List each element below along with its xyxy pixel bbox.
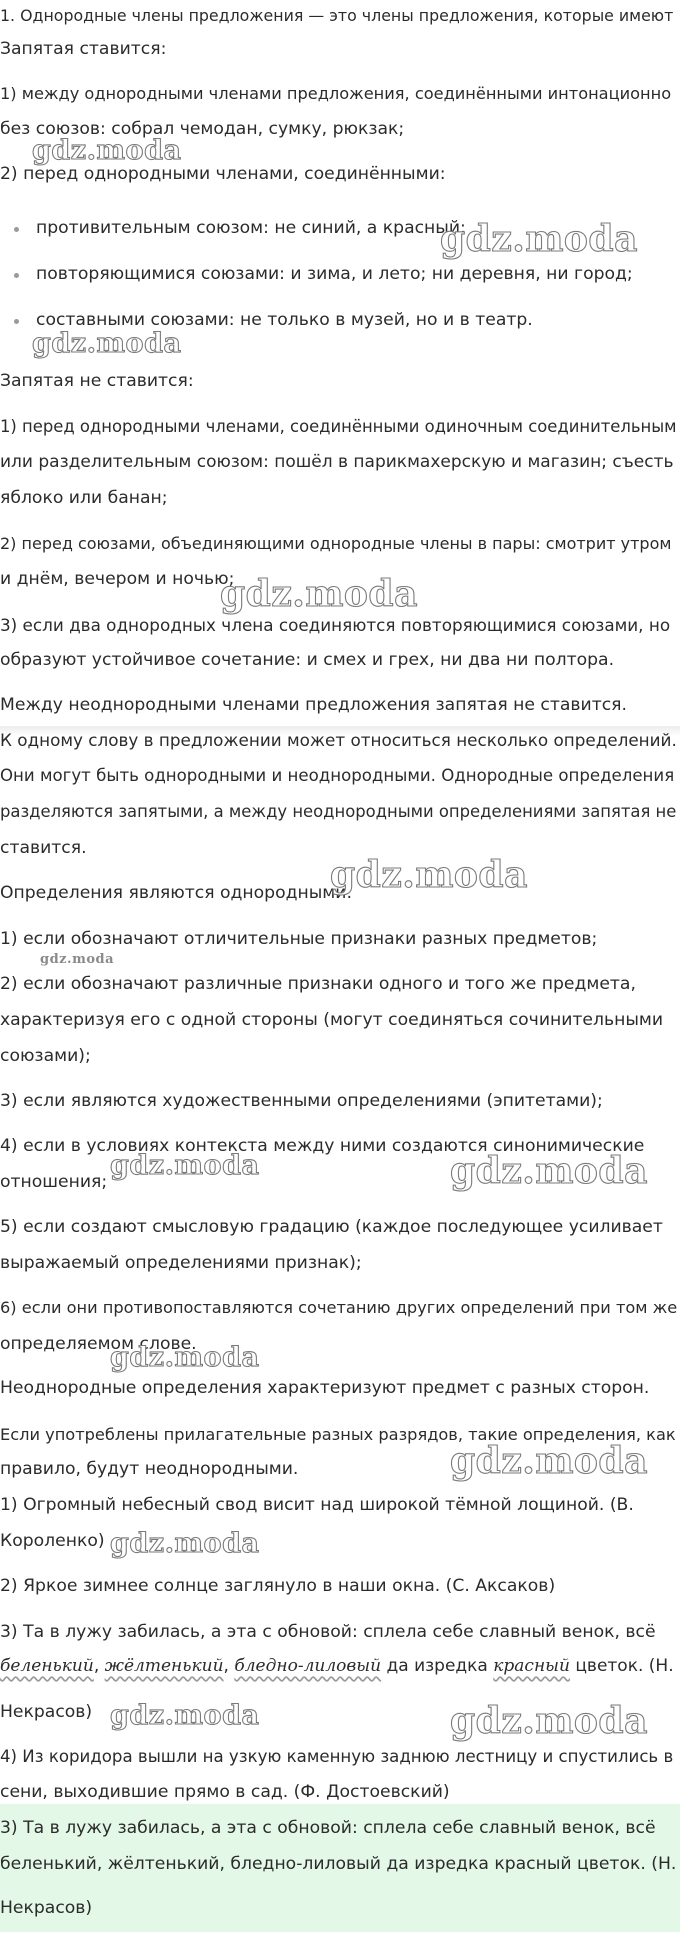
list-item: составными союзами: не только в музей, но и в театр. (36, 310, 533, 330)
bullet-icon (14, 319, 19, 324)
text-line: 1) между однородными членами предложения, соединёнными интонационно (0, 84, 672, 103)
text-line: характеризуя его с одной стороны (могут соединяться сочинительными (0, 1010, 664, 1030)
text-line: Некрасов) (0, 1702, 93, 1722)
answer-line: 3) Та в лужу забилась, а эта с обновой: сплела себе славный венок, всё (0, 1818, 656, 1838)
text-line: Между неоднородными членами предложения запятая не ставится. (0, 695, 627, 715)
example-line (0, 1655, 674, 1677)
text-line: образуют устойчивое сочетание: и смех и грех, ни два ни полтора. (0, 650, 615, 670)
watermark: gdz.moda (450, 1440, 648, 1482)
text-line: Они могут быть однородными и неоднородными. Однородные определения (0, 766, 675, 785)
text-line: 1. Однородные члены предложения — это члены предложения, которые имеют (0, 6, 674, 25)
text-line: или разделительным союзом: пошёл в парикмахерскую и магазин; съесть (0, 452, 674, 472)
text-line: 3) если являются художественными определениями (эпитетами); (0, 1091, 603, 1111)
text-line: Неоднородные определения характеризуют предмет с разных сторон. (0, 1378, 650, 1398)
epithet: жёлтенький (104, 1656, 224, 1676)
watermark: gdz.moda (32, 328, 182, 359)
answer-line: беленький, жёлтенький, бледно-лиловый да изредка красный цветок. (Н. (0, 1854, 677, 1874)
text-line: 1) перед однородными членами, соединёнными одиночным соединительным (0, 417, 677, 436)
text-line: 5) если создают смысловую градацию (каждое последующее усиливает (0, 1217, 663, 1237)
watermark: gdz.moda (110, 1528, 260, 1559)
text-line: 2) Яркое зимнее солнце заглянуло в наши окна. (С. Аксаков) (0, 1576, 556, 1596)
bullet-icon (14, 273, 19, 278)
text-line: разделяются запятыми, а между неоднородными определениями запятая не (0, 802, 677, 821)
epithet: красный (493, 1656, 570, 1676)
text-line: 3) Та в лужу забилась, а эта с обновой: сплела себе славный венок, всё (0, 1622, 656, 1642)
text-line: 4) Из коридора вышли на узкую каменную заднюю лестницу и спустились в (0, 1747, 674, 1766)
comma: , (93, 1656, 105, 1676)
text-line: 2) перед однородными членами, соединёнными: (0, 164, 446, 184)
answer-line: Некрасов) (0, 1898, 93, 1918)
text-line: без союзов: собрал чемодан, сумку, рюкзак; (0, 119, 405, 139)
text-line: 2) если обозначают различные признаки одного и того же предмета, (0, 974, 636, 994)
text-line: ставится. (0, 838, 87, 858)
text-line: 6) если они противопоставляются сочетанию других определений при том же (0, 1298, 678, 1317)
example-text: да изредка (381, 1656, 494, 1676)
text-line: 1) Огромный небесный свод висит над широкой тёмной лощиной. (В. (0, 1495, 634, 1515)
watermark: gdz.moda (110, 1342, 260, 1373)
text-line: союзами); (0, 1046, 91, 1066)
text-line: Короленко) (0, 1531, 105, 1551)
watermark: gdz.moda (330, 854, 528, 896)
watermark: gdz.moda (450, 1700, 648, 1742)
text-line: 1) если обозначают отличительные признаки разных предметов; (0, 929, 598, 949)
text-line: 4) если в условиях контекста между ними создаются синонимические (0, 1136, 645, 1156)
text-line: Определения являются однородными: (0, 883, 353, 903)
text-line: выражаемый определениями признак); (0, 1253, 362, 1273)
watermark: gdz.moda (450, 1150, 648, 1192)
text-line: 3) если два однородных члена соединяются повторяющимися союзами, но (0, 615, 671, 635)
epithet: бледно-лиловый (234, 1656, 382, 1676)
text-line: и днём, вечером и ночью; (0, 569, 235, 589)
watermark: gdz.moda (110, 1150, 260, 1181)
watermark: gdz.moda (220, 573, 418, 615)
text-line: Запятая не ставится: (0, 371, 194, 391)
text-line: правило, будут неоднородными. (0, 1459, 299, 1479)
text-line: Если употреблены прилагательные разных разрядов, такие определения, как (0, 1425, 676, 1444)
text-line: 2) перед союзами, объединяющими однородные члены в пары: смотрит утром (0, 534, 672, 553)
bullet-icon (14, 227, 19, 232)
text-line: сени, выходившие прямо в сад. (Ф. Достоевский) (0, 1782, 450, 1802)
epithet: беленький (0, 1656, 94, 1676)
text-line: определяемом слове. (0, 1334, 197, 1354)
text-line: Запятая ставится: (0, 39, 167, 59)
watermark: gdz.moda (32, 135, 182, 166)
list-item: противительным союзом: не синий, а красный; (36, 218, 466, 238)
list-item: повторяющимися союзами: и зима, и лето; ни деревня, ни город; (36, 264, 633, 284)
watermark: gdz.moda (440, 218, 638, 260)
text-line: яблоко или банан; (0, 488, 168, 508)
example-text: цветок. (Н. (569, 1656, 674, 1676)
text-line: К одному слову в предложении может относиться несколько определений. (0, 730, 677, 750)
watermark: gdz.moda (110, 1700, 260, 1731)
text-line: отношения; (0, 1172, 108, 1192)
watermark: gdz.moda (40, 952, 115, 967)
comma: , (223, 1656, 235, 1676)
